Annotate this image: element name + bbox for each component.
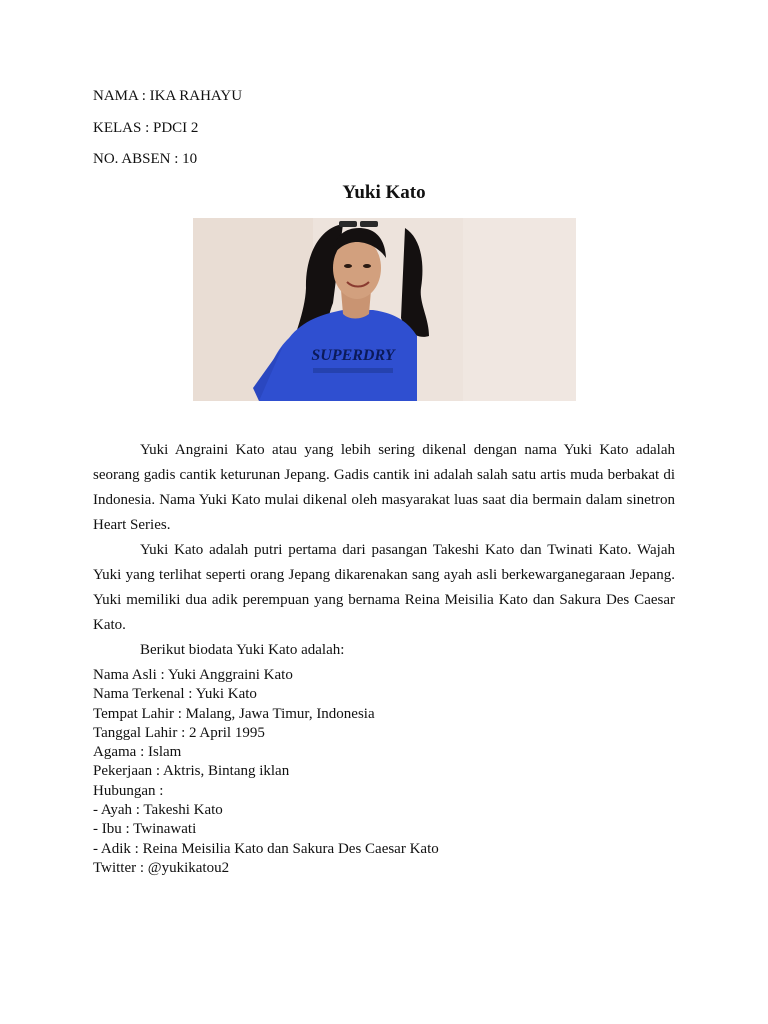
- biodata-line: - Ayah : Takeshi Kato: [93, 802, 223, 819]
- biodata-list: [93, 666, 439, 878]
- biodata-line: - Ibu : Twinawati: [93, 821, 197, 838]
- biodata-line: - Adik : Reina Meisilia Kato dan Sakura Des Caesar Kato: [93, 840, 439, 857]
- shirt-print-text: SUPERDRY: [311, 347, 395, 364]
- student-class-line: KELAS : PDCI 2: [93, 120, 199, 136]
- biodata-line: Nama Terkenal : Yuki Kato: [93, 686, 257, 703]
- paragraph-1: Yuki Angraini Kato atau yang lebih sering dikenal dengan nama Yuki Kato adalah seorang gadis cantik keturunan Jepang. Gadis cantik ini adalah salah satu artis muda berbakat di Indonesia. Nama Yuki Kato mulai dikenal oleh masyarakat luas saat dia bermain dalam sinetron Heart Series.: [93, 442, 675, 533]
- biodata-line: Nama Asli : Yuki Anggraini Kato: [93, 667, 293, 683]
- biodata-intro: Berikut biodata Yuki Kato adalah:: [140, 642, 345, 658]
- biodata-line: Twitter : @yukikatou2: [93, 859, 230, 876]
- biodata-line: Tanggal Lahir : 2 April 1995: [93, 724, 265, 741]
- article-body: [93, 438, 675, 663]
- student-name-line: NAMA : IKA RAHAYU: [93, 88, 243, 104]
- biodata-line: Tempat Lahir : Malang, Jawa Timur, Indonesia: [93, 705, 375, 722]
- biodata-line: Agama : Islam: [93, 744, 182, 761]
- biodata-line: Hubungan :: [93, 782, 164, 799]
- page-title: Yuki Kato: [342, 182, 426, 203]
- student-absen-line: NO. ABSEN : 10: [93, 151, 198, 167]
- paragraph-2: Yuki Kato adalah putri pertama dari pasangan Takeshi Kato dan Twinati Kato. Wajah Yuki yang terlihat seperti orang Jepang dikarenakan sang ayah asli berkewarganegaraan Jepang. Yuki memiliki dua adik perempuan yang bernama Reina Meisilia Kato dan Sakura Des Caesar Kato.: [93, 542, 675, 633]
- portrait-illustration: [193, 218, 576, 401]
- biodata-line: Pekerjaan : Aktris, Bintang iklan: [93, 763, 290, 780]
- portrait-photo: [193, 218, 576, 401]
